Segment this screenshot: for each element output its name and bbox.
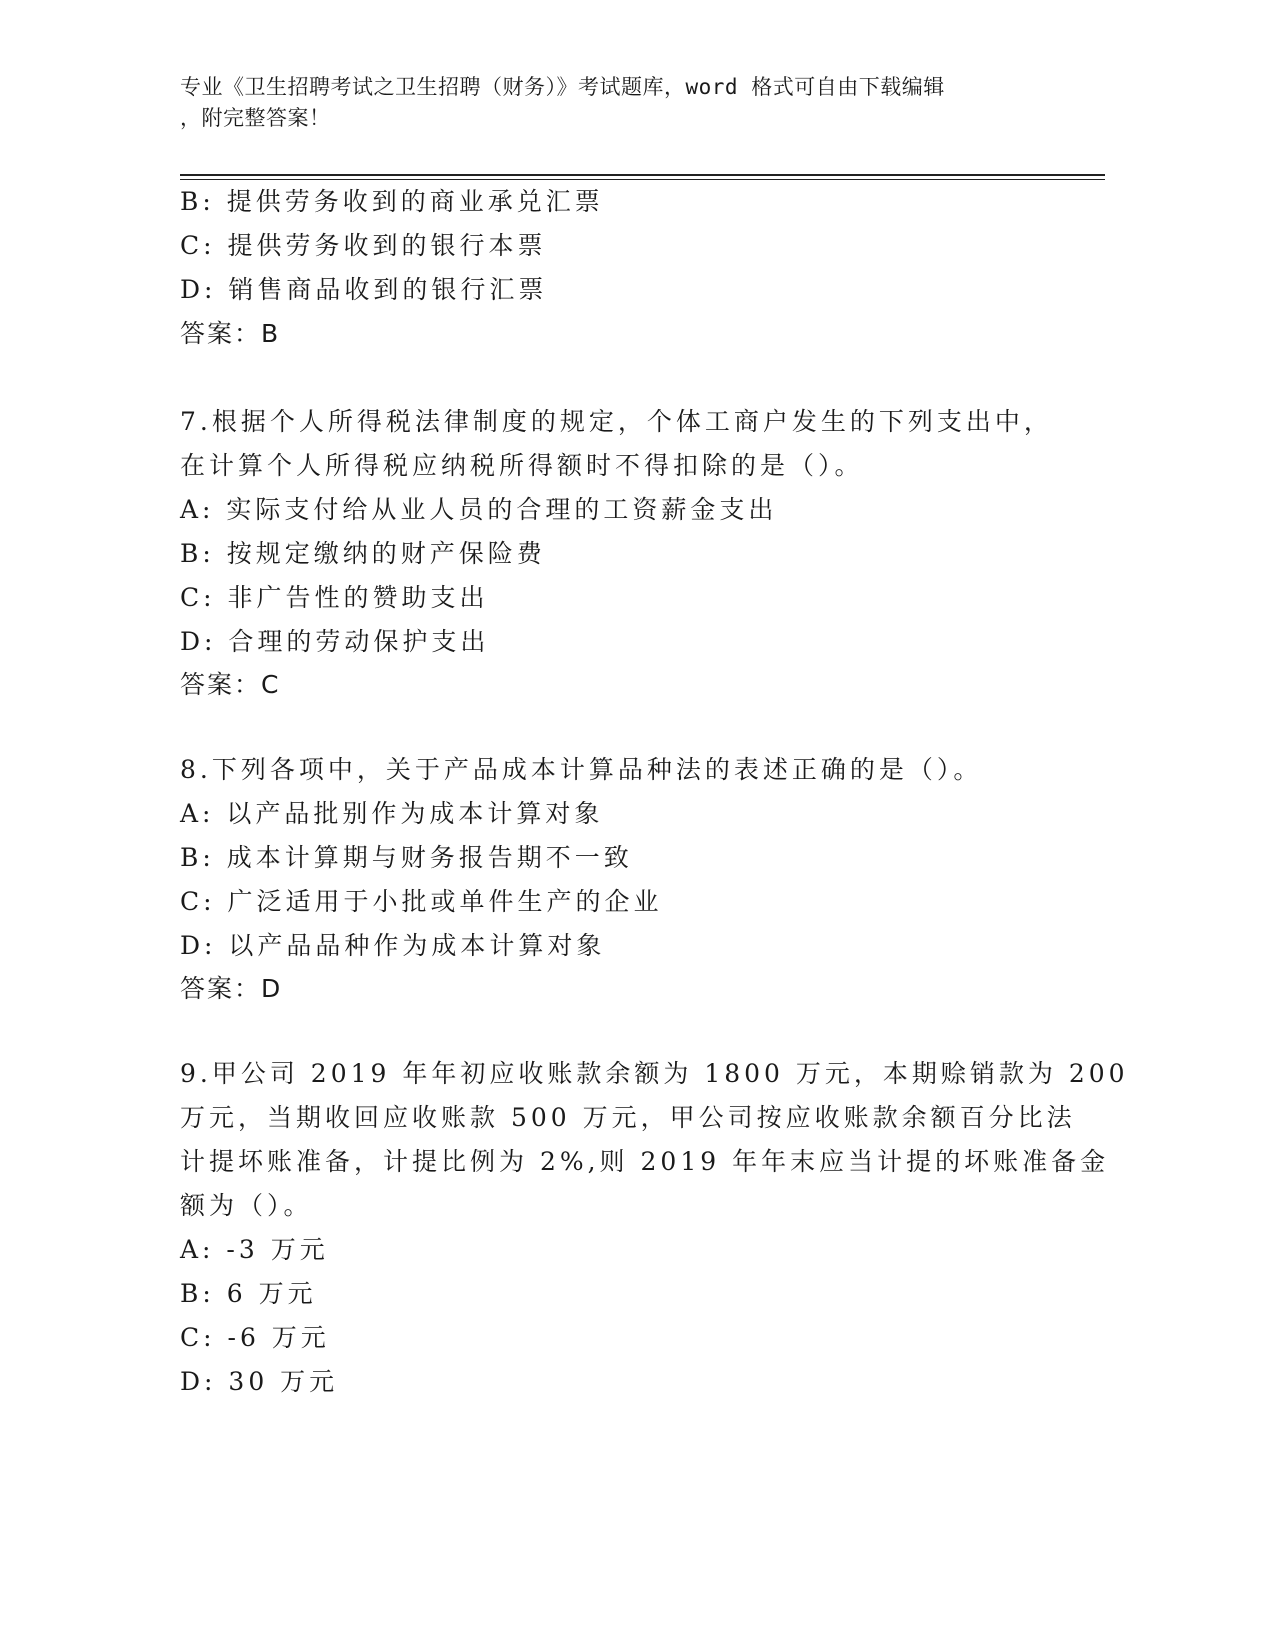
q8-option-a: A: 以产品批别作为成本计算对象 [180, 799, 604, 828]
q7-stem-line-1: 7.根据个人所得税法律制度的规定，个体工商户发生的下列支出中， [180, 407, 1053, 436]
q7-stem-line-2: 在计算个人所得税应纳税所得额时不得扣除的是（）。 [180, 451, 864, 480]
q8-option-b: B: 成本计算期与财务报告期不一致 [180, 843, 633, 872]
q8-option-d: D: 以产品品种作为成本计算对象 [180, 931, 606, 960]
q7-option-a: A: 实际支付给从业人员的合理的工资薪金支出 [180, 495, 778, 524]
q9-option-c: C: -6 万元 [180, 1323, 330, 1352]
header-line-1: 专业《卫生招聘考试之卫生招聘（财务）》考试题库，word 格式可自由下载编辑 [180, 75, 945, 99]
q6-option-c: C: 提供劳务收到的银行本票 [180, 231, 547, 260]
q7-option-d: D: 合理的劳动保护支出 [180, 627, 490, 656]
q8-stem-line-1: 8.下列各项中，关于产品成本计算品种法的表述正确的是（）。 [180, 755, 983, 784]
q8-answer: 答案：D [180, 974, 283, 1003]
q7-option-c: C: 非广告性的赞助支出 [180, 583, 489, 612]
q9-stem-line-1: 9.甲公司 2019 年年初应收账款余额为 1800 万元，本期赊销款为 200 [180, 1059, 1129, 1088]
q8-option-c: C: 广泛适用于小批或单件生产的企业 [180, 887, 663, 916]
q6-answer: 答案：B [180, 319, 281, 348]
header-line-2: ，附完整答案！ [180, 106, 331, 130]
q6-option-d: D: 销售商品收到的银行汇票 [180, 275, 548, 304]
q9-option-b: B: 6 万元 [180, 1279, 317, 1308]
q7-answer: 答案：C [180, 670, 281, 699]
header-rule-thick [180, 174, 1105, 176]
q9-stem-line-4: 额为（）。 [180, 1191, 313, 1220]
q9-stem-line-3: 计提坏账准备，计提比例为 2%,则 2019 年年末应当计提的坏账准备金 [180, 1147, 1110, 1176]
q6-option-b: B: 提供劳务收到的商业承兑汇票 [180, 187, 604, 216]
document-header [180, 72, 1060, 134]
q9-option-d: D: 30 万元 [180, 1367, 339, 1396]
q9-stem-line-2: 万元，当期收回应收账款 500 万元，甲公司按应收账款余额百分比法 [180, 1103, 1076, 1132]
q7-option-b: B: 按规定缴纳的财产保险费 [180, 539, 546, 568]
q9-option-a: A: -3 万元 [180, 1235, 329, 1264]
